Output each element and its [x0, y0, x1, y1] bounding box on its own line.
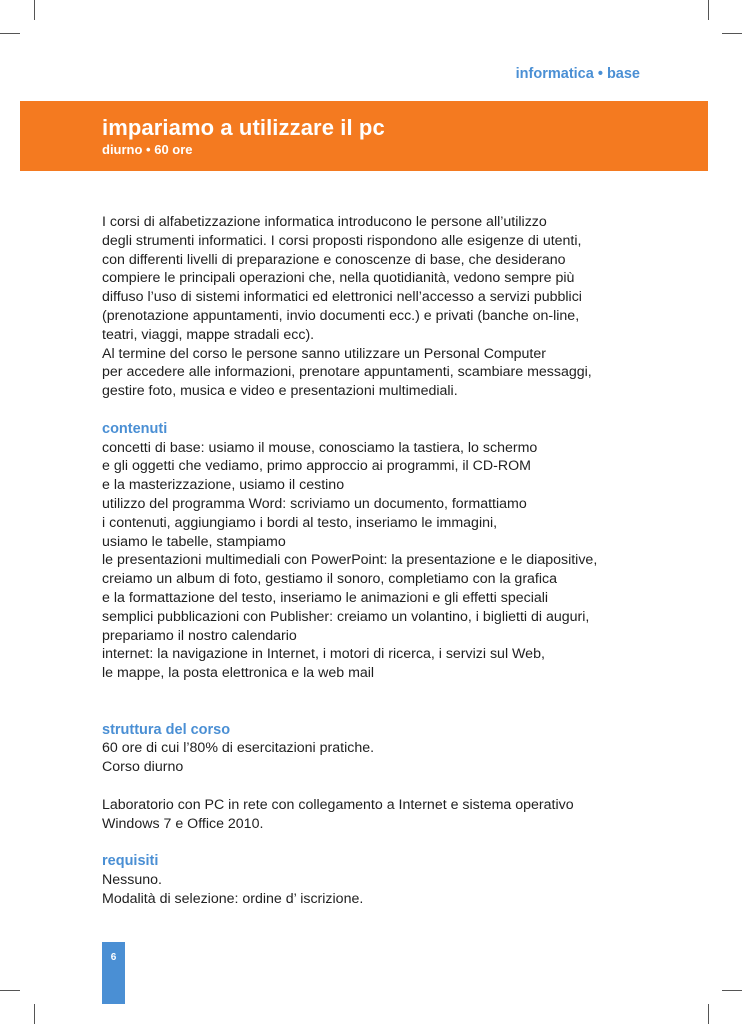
- text-line: prepariamo il nostro calendario: [102, 627, 297, 644]
- text-line: per accedere alle informazioni, prenotare appuntamenti, scambiare messaggi,: [102, 364, 592, 381]
- text-line: semplici pubblicazioni con Publisher: creiamo un volantino, i biglietti di auguri,: [102, 608, 590, 625]
- contenuti-heading: contenuti: [102, 420, 168, 437]
- text-line: le mappe, la posta elettronica e la web mail: [102, 665, 375, 682]
- requisiti-heading: requisiti: [102, 853, 159, 870]
- text-line: Nessuno.: [102, 871, 162, 888]
- text-line: concetti di base: usiamo il mouse, conosciamo la tastiera, lo schermo: [102, 439, 538, 456]
- crop-mark: [0, 33, 20, 34]
- contenuti-section: [102, 420, 650, 683]
- text-line: diffuso l’uso di sistemi informatici ed elettronici nell’accesso a servizi pubblici: [102, 289, 582, 306]
- main-content: [102, 213, 650, 908]
- text-line: e la masterizzazione, usiamo il cestino: [102, 477, 345, 494]
- section-tag: informatica • base: [515, 66, 640, 82]
- text-line: gestire foto, musica e video e presentazioni multimediali.: [102, 383, 458, 400]
- crop-mark: [0, 990, 20, 991]
- text-line: le presentazioni multimediali con PowerPoint: la presentazione e le diapositive,: [102, 552, 598, 569]
- text-line: Windows 7 e Office 2010.: [102, 815, 264, 832]
- crop-mark: [34, 0, 35, 20]
- text-line: e gli oggetti che vediamo, primo approccio ai programmi, il CD-ROM: [102, 458, 531, 475]
- page-title: impariamo a utilizzare il pc: [102, 115, 385, 140]
- intro-paragraph: [102, 213, 650, 401]
- struttura-heading: struttura del corso: [102, 721, 231, 738]
- text-line: teatri, viaggi, mappe stradali ecc).: [102, 326, 315, 343]
- crop-mark: [722, 33, 742, 34]
- text-line: i contenuti, aggiungiamo i bordi al testo, inseriamo le immagini,: [102, 514, 498, 531]
- text-line: (prenotazione appuntamenti, invio documenti ecc.) e privati (banche on-line,: [102, 307, 580, 324]
- text-line: e la formattazione del testo, inseriamo le animazioni e gli effetti speciali: [102, 589, 549, 606]
- text-line: utilizzo del programma Word: scriviamo un documento, formattiamo: [102, 495, 527, 512]
- text-line: Al termine del corso le persone sanno utilizzare un Personal Computer: [102, 345, 546, 362]
- page-number-tab: [102, 942, 125, 1004]
- text-line: Modalità di selezione: ordine d’ iscrizione.: [102, 890, 364, 907]
- text-line: I corsi di alfabetizzazione informatica introducono le persone all’utilizzo: [102, 214, 547, 230]
- page-number: 6: [110, 952, 117, 963]
- text-line: internet: la navigazione in Internet, i motori di ricerca, i servizi sul Web,: [102, 646, 545, 663]
- crop-mark: [722, 990, 742, 991]
- text-line: Laboratorio con PC in rete con collegamento a Internet e sistema operativo: [102, 796, 574, 813]
- text-line: usiamo le tabelle, stampiamo: [102, 533, 286, 550]
- crop-mark: [708, 0, 709, 20]
- crop-mark: [708, 1004, 709, 1024]
- requisiti-section: [102, 852, 650, 908]
- title-banner: [20, 101, 708, 171]
- text-line: con differenti livelli di preparazione e conoscenze di base, che desiderano: [102, 251, 566, 268]
- page-subtitle: diurno • 60 ore: [102, 142, 193, 157]
- text-line: degli strumenti informatici. I corsi proposti rispondono alle esigenze di utenti,: [102, 232, 582, 249]
- struttura-section: [102, 721, 650, 834]
- text-line: Corso diurno: [102, 759, 184, 776]
- text-line: 60 ore di cui l’80% di esercitazioni pratiche.: [102, 740, 375, 757]
- crop-mark: [34, 1004, 35, 1024]
- text-line: compiere le principali operazioni che, nella quotidianità, vedono sempre più: [102, 270, 575, 287]
- text-line: creiamo un album di foto, gestiamo il sonoro, completiamo con la grafica: [102, 571, 558, 588]
